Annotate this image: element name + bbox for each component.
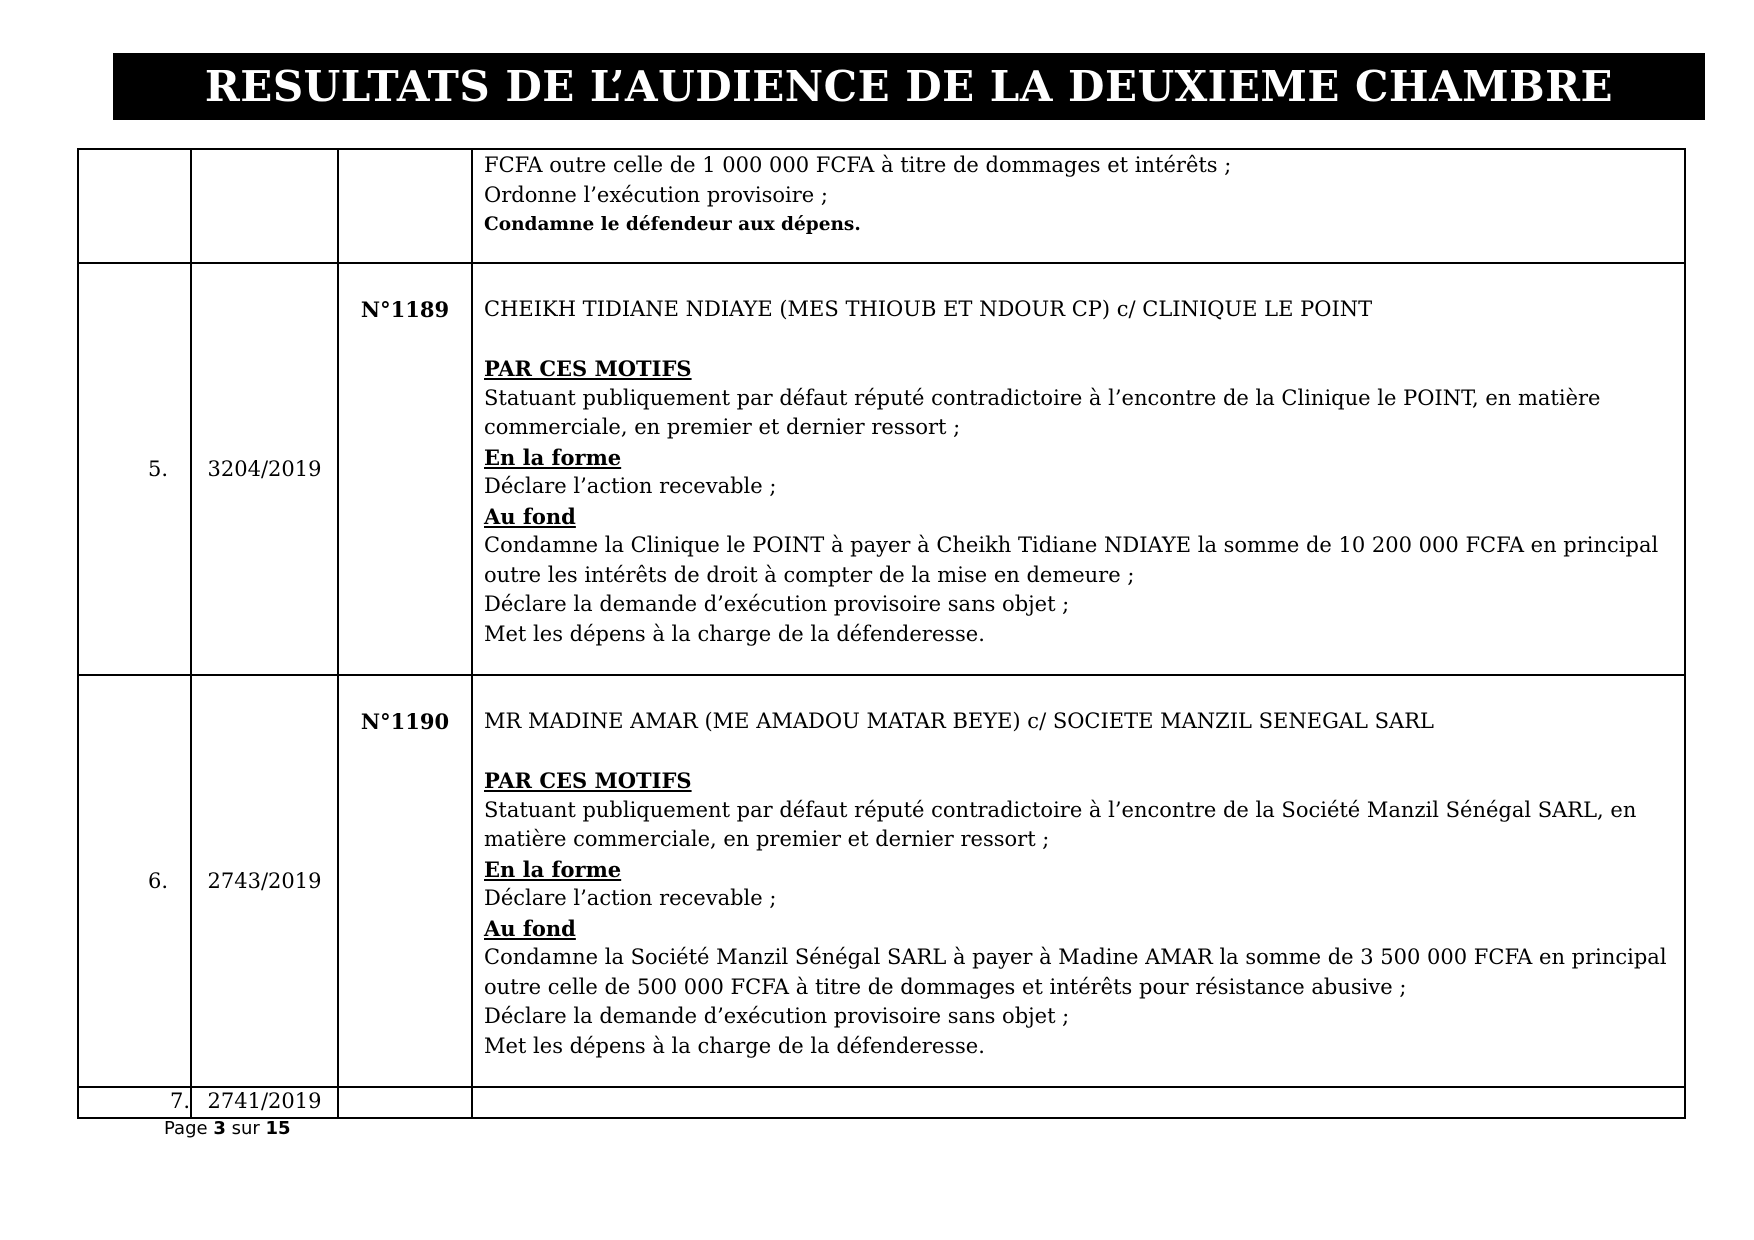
page-footer <box>164 1118 291 1139</box>
content-line: Déclare l’action recevable ; <box>484 474 777 498</box>
page-total: 15 <box>265 1118 291 1139</box>
spacer <box>484 325 1674 355</box>
content-line: Statuant publiquement par défaut réputé contradictoire à l’encontre de la Société Manzil Sénégal SARL, en <box>484 797 1637 822</box>
content-line: Met les dépens à la charge de la défenderesse. <box>484 1033 985 1058</box>
content-line-bold: Condamne le défendeur aux dépens. <box>484 214 861 235</box>
content-cell-empty <box>472 1087 1685 1118</box>
table-row <box>78 263 1685 675</box>
decision-cell-empty <box>338 149 472 263</box>
header-banner <box>113 53 1705 120</box>
decision-number: N°1190 <box>360 709 450 734</box>
forme-heading: En la forme <box>484 444 622 470</box>
role-cell-empty <box>191 149 338 263</box>
case-number: 7. <box>78 1087 191 1118</box>
role-number: 2741/2019 <box>191 1087 338 1118</box>
motifs-heading: PAR CES MOTIFS <box>484 356 692 381</box>
decision-cell <box>338 675 472 1087</box>
table-row-continued <box>78 149 1685 263</box>
content-line: Condamne la Clinique le POINT à payer à Cheikh Tidiane NDIAYE la somme de 10 200 000 FCFA en principal <box>484 533 1659 557</box>
forme-heading: En la forme <box>484 856 622 882</box>
case-parties: CHEIKH TIDIANE NDIAYE (MES THIOUB ET NDOUR CP) c/ CLINIQUE LE POINT <box>484 297 1373 321</box>
page-label: Page <box>164 1118 208 1139</box>
decision-cell-empty <box>338 1087 472 1118</box>
fond-heading: Au fond <box>484 915 576 941</box>
content-cell <box>472 149 1685 263</box>
content-line: FCFA outre celle de 1 000 000 FCFA à titre de dommages et intérêts ; <box>484 153 1232 177</box>
case-parties: MR MADINE AMAR (ME AMADOU MATAR BEYE) c/ SOCIETE MANZIL SENEGAL SARL <box>484 709 1434 733</box>
spacer <box>484 737 1674 767</box>
table-row <box>78 1087 1685 1118</box>
content-line: Met les dépens à la charge de la défenderesse. <box>484 621 985 646</box>
page-title: RESULTATS DE L’AUDIENCE DE LA DEUXIEME CHAMBRE <box>204 62 1614 111</box>
page-current: 3 <box>213 1118 226 1139</box>
content-line: Déclare l’action recevable ; <box>484 886 777 910</box>
results-table <box>77 148 1686 1119</box>
content-line: Déclare la demande d’exécution provisoire sans objet ; <box>484 592 1070 616</box>
case-number: 5. <box>78 263 191 675</box>
case-number: 6. <box>78 675 191 1087</box>
table-row <box>78 675 1685 1087</box>
content-line: matière commerciale, en premier et dernier ressort ; <box>484 827 1050 851</box>
decision-number: N°1189 <box>360 297 450 322</box>
content-line: commerciale, en premier et dernier ressort ; <box>484 415 961 439</box>
fond-heading: Au fond <box>484 503 576 529</box>
content-line: outre celle de 500 000 FCFA à titre de dommages et intérêts pour résistance abusive ; <box>484 974 1407 999</box>
content-line: Condamne la Société Manzil Sénégal SARL à payer à Madine AMAR la somme de 3 500 000 FCFA en principal <box>484 945 1667 969</box>
page-separator: sur <box>231 1118 260 1139</box>
content-cell <box>472 263 1685 675</box>
motifs-heading: PAR CES MOTIFS <box>484 768 692 793</box>
content-line: Déclare la demande d’exécution provisoire sans objet ; <box>484 1004 1070 1028</box>
role-number: 3204/2019 <box>191 263 338 675</box>
content-line: Statuant publiquement par défaut réputé contradictoire à l’encontre de la Clinique le POINT, en matière <box>484 385 1601 410</box>
role-number: 2743/2019 <box>191 675 338 1087</box>
content-cell <box>472 675 1685 1087</box>
content-line: outre les intérêts de droit à compter de la mise en demeure ; <box>484 562 1135 587</box>
num-cell-empty <box>78 149 191 263</box>
decision-cell <box>338 263 472 675</box>
content-line: Ordonne l’exécution provisoire ; <box>484 182 828 207</box>
